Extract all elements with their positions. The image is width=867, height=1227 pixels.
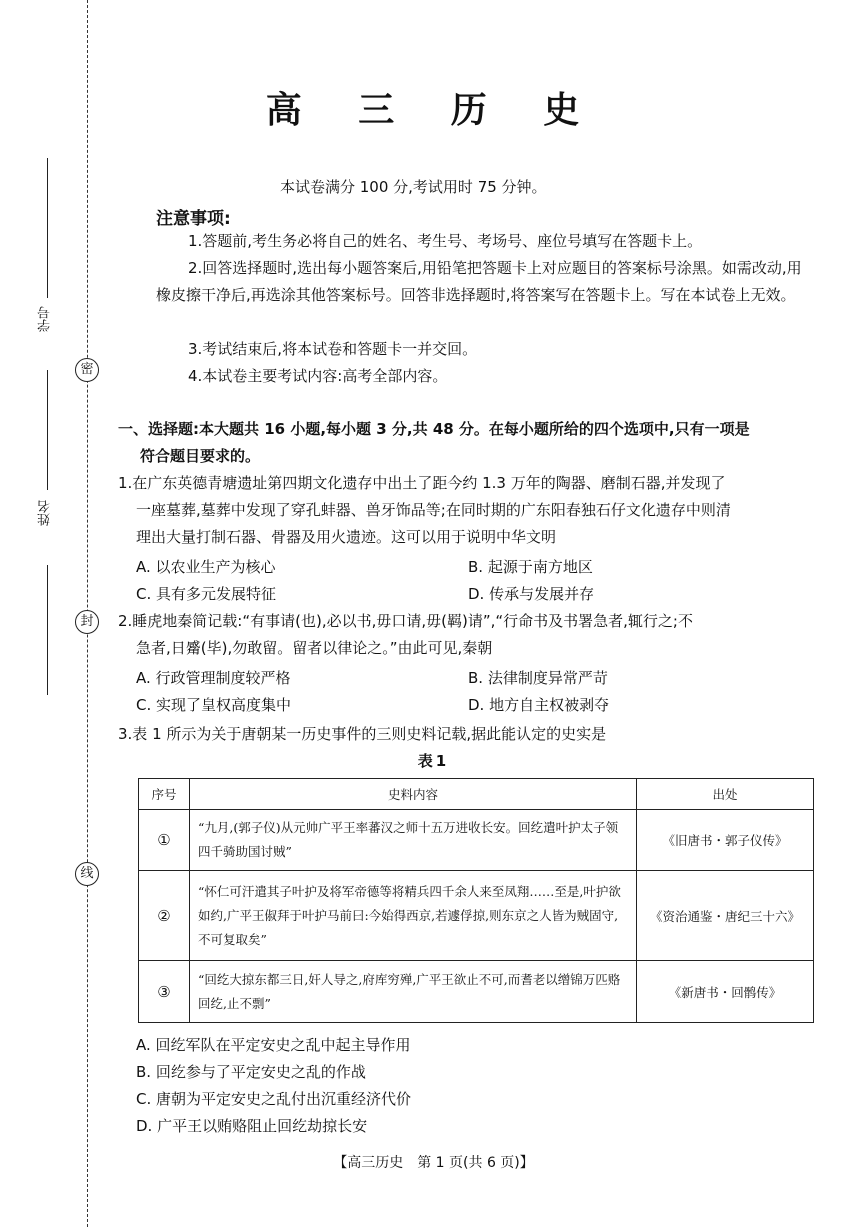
seal-char-xian: 线: [75, 862, 99, 886]
question-text-line: 2.睡虎地秦简记载:“有事请(也),必以书,毋口请,毋(羁)请”,“行命书及书署急者,辄行之;不: [118, 612, 693, 630]
note-item: 1.答题前,考生务必将自己的姓名、考生号、考场号、座位号填写在答题卡上。: [188, 232, 703, 250]
question-text-line: 一座墓葬,墓葬中发现了穿孔蚌器、兽牙饰品等;在同时期的广东阳春独石仔文化遗存中则清: [136, 501, 731, 519]
table-cell-content: “九月,(郭子仪)从元帅广平王率蕃汉之师十五万进收长安。回纥遣叶护太子领四千骑助国讨贼”: [190, 810, 637, 871]
table-caption: 表1: [417, 752, 450, 770]
table-cell-source: 《旧唐书・郭子仪传》: [637, 810, 814, 871]
name-label: 姓名: [38, 500, 53, 526]
question-3-option-a: A. 回纥军队在平定安史之乱中起主导作用: [136, 1036, 411, 1054]
name-blank-upper: [47, 370, 48, 490]
source-table: [138, 778, 814, 1023]
table-cell-content: “回纥大掠东都三日,奸人导之,府库穷殚,广平王欲止不可,而耆老以缯锦万匹赂回纥,止不剽”: [190, 961, 637, 1023]
name-blank-lower: [47, 565, 48, 695]
question-text-line: 3.表 1 所示为关于唐朝某一历史事件的三则史料记载,据此能认定的史实是: [118, 725, 607, 743]
table-cell-num: ③: [139, 961, 190, 1023]
note-item: 4.本试卷主要考试内容:高考全部内容。: [188, 367, 448, 385]
table-cell-source: 《资治通鉴・唐纪三十六》: [637, 871, 814, 961]
question-text-line: 急者,日觱(毕),勿敢留。留者以律论之。”由此可见,秦朝: [136, 639, 493, 657]
question-1-option-c: C. 具有多元发展特征: [136, 585, 277, 603]
table-row: [139, 871, 814, 961]
table-cell-source: 《新唐书・回鹘传》: [637, 961, 814, 1023]
note-item: 2.回答选择题时,选出每小题答案后,用铅笔把答题卡上对应题目的答案标号涂黑。如需改动,用橡皮擦干净后,再选涂其他答案标号。回答非选择题时,将答案写在答题卡上。写在本试卷上无效。: [156, 259, 802, 304]
page-footer: 【高三历史 第 1 页(共 6 页)】: [333, 1155, 534, 1171]
seal-char-mi: 密: [75, 358, 99, 382]
seal-char-feng: 封: [75, 610, 99, 634]
question-1-option-b: B. 起源于南方地区: [468, 558, 593, 576]
question-text-line: 理出大量打制石器、骨器及用火遗迹。这可以用于说明中华文明: [136, 528, 557, 546]
question-2-option-c: C. 实现了皇权高度集中: [136, 696, 292, 714]
section-heading: [118, 416, 833, 470]
table-cell-num: ①: [139, 810, 190, 871]
table-header-content: 史料内容: [190, 779, 637, 810]
student-id-blank: [47, 158, 48, 298]
question-2-option-d: D. 地方自主权被剥夺: [468, 696, 610, 714]
page-title: 高 三 历 史: [265, 89, 602, 131]
question-2-option-b: B. 法律制度异常严苛: [468, 669, 608, 687]
exam-intro: 本试卷满分 100 分,考试用时 75 分钟。: [280, 178, 547, 196]
table-row: [139, 810, 814, 871]
question-3-option-b: B. 回纥参与了平定安史之乱的作战: [136, 1063, 366, 1081]
question-2: [118, 608, 828, 662]
question-1-option-a: A. 以农业生产为核心: [136, 558, 276, 576]
question-3-option-c: C. 唐朝为平定安史之乱付出沉重经济代价: [136, 1090, 412, 1108]
question-1: [118, 470, 828, 551]
table-header-row: [139, 779, 814, 810]
notes-heading: 注意事项:: [156, 209, 231, 229]
question-3-option-d: D. 广平王以贿赂阻止回纥劫掠长安: [136, 1117, 368, 1135]
question-3: [118, 721, 828, 748]
question-2-option-a: A. 行政管理制度较严格: [136, 669, 291, 687]
table-row: [139, 961, 814, 1023]
question-1-option-d: D. 传承与发展并存: [468, 585, 595, 603]
section-heading-line: 一、选择题:本大题共 16 小题,每小题 3 分,共 48 分。在每小题所给的四个选项中,只有一项是: [118, 420, 750, 438]
section-heading-line: 符合题目要求的。: [140, 447, 261, 465]
table-header-num: 序号: [139, 779, 190, 810]
question-text-line: 1.在广东英德青塘遗址第四期文化遗存中出土了距今约 1.3 万年的陶器、磨制石器,并发现了: [118, 474, 726, 492]
student-id-label: 学号: [38, 306, 53, 332]
table-cell-content: “怀仁可汗遣其子叶护及将军帝德等将精兵四千余人来至凤翔……至是,叶护欲如约,广平王俶拜于叶护马前曰:今始得西京,若遽俘掠,则东京之人皆为贼固守,不可复取矣”: [190, 871, 637, 961]
table-header-source: 出处: [637, 779, 814, 810]
table-cell-num: ②: [139, 871, 190, 961]
note-item: 3.考试结束后,将本试卷和答题卡一并交回。: [188, 340, 478, 358]
